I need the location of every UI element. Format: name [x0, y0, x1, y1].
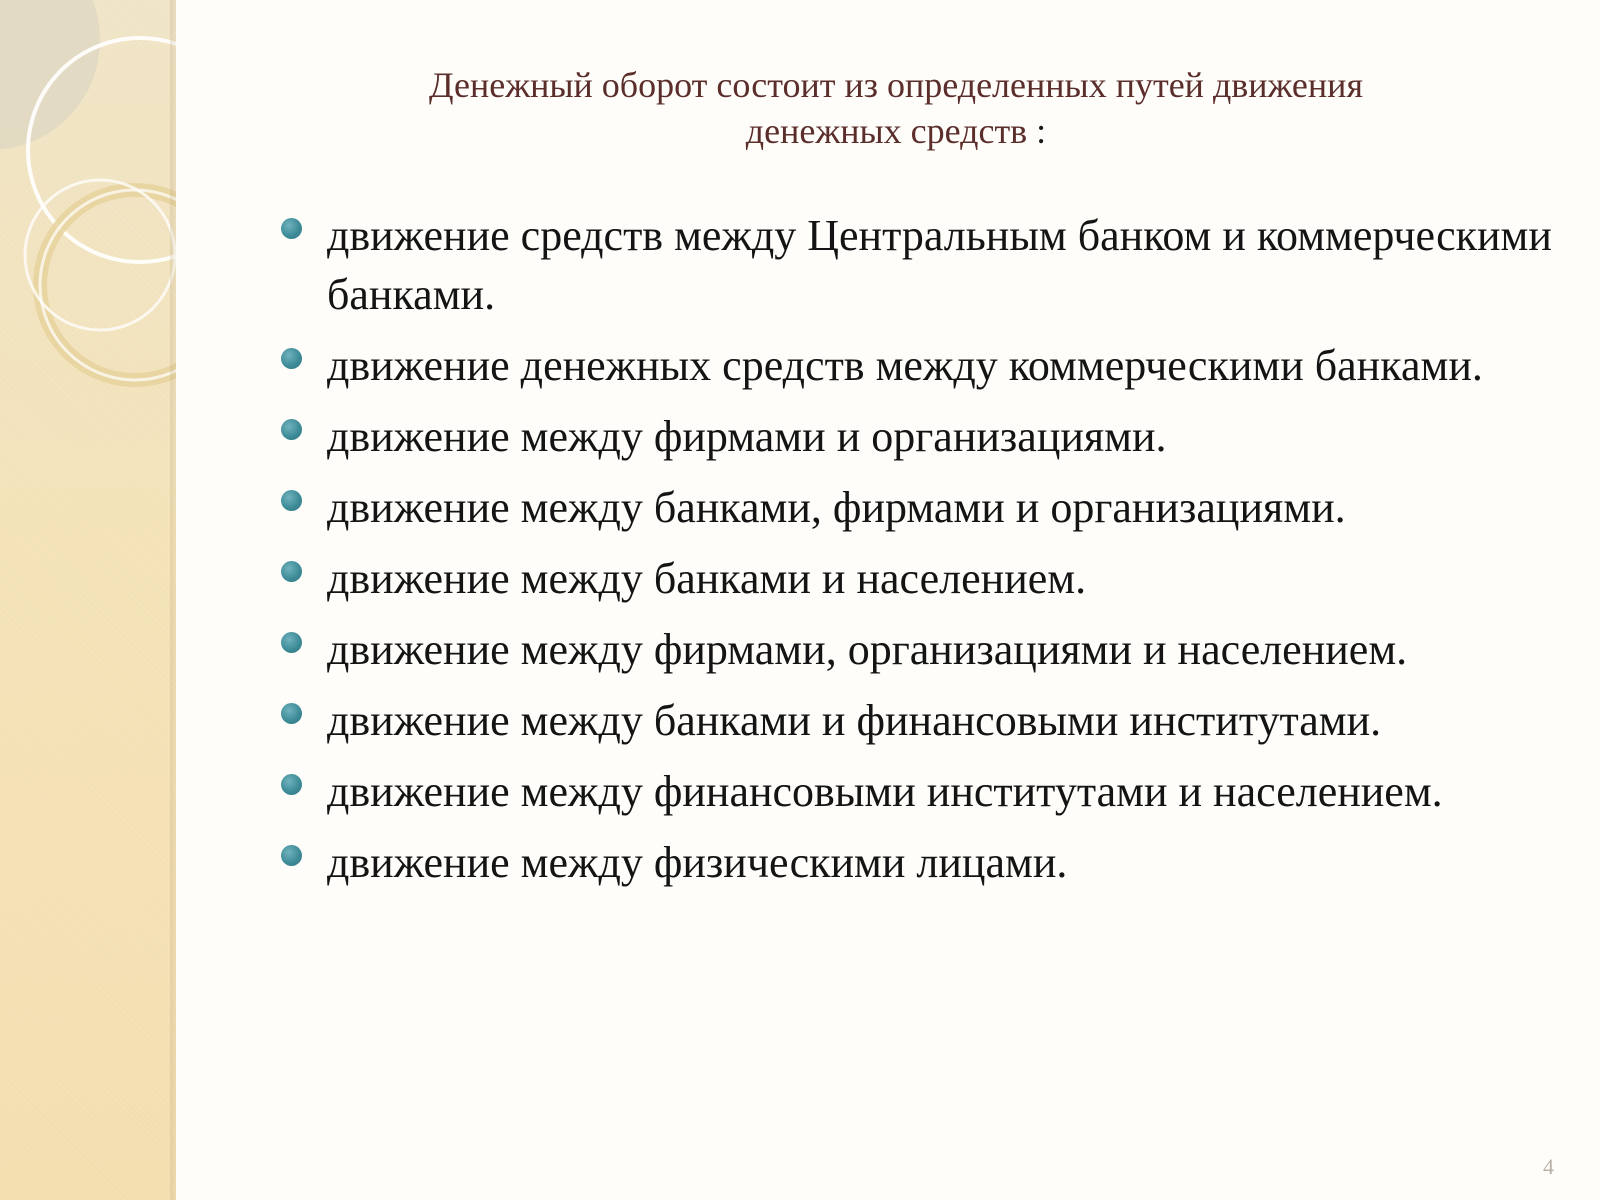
bullet-text: движение между фирмами и организациями. [327, 412, 1167, 461]
bullet-text: движение средств между Центральным банком и коммерческими банками. [327, 211, 1552, 319]
bullet-dot-icon [281, 490, 302, 511]
bullet-item [281, 336, 1591, 395]
decorative-side-panel [0, 0, 176, 1200]
bullet-dot-icon [281, 218, 302, 239]
slide-title-colon: : [1027, 111, 1047, 151]
page-number: 4 [1543, 1154, 1554, 1179]
bullet-dot-icon [281, 561, 302, 582]
bullet-item [281, 549, 1591, 608]
bullet-text: движение между банками и финансовыми институтами. [327, 696, 1382, 745]
slide-title [356, 62, 1436, 154]
bullet-item [281, 691, 1591, 750]
bullet-item [281, 478, 1591, 537]
slide-content [176, 0, 1600, 1200]
bullet-dot-icon [281, 632, 302, 653]
bullet-dot-icon [281, 703, 302, 724]
bullet-list [281, 206, 1591, 904]
bullet-dot-icon [281, 419, 302, 440]
bullet-text: движение денежных средств между коммерческими банками. [327, 341, 1483, 390]
bullet-text: движение между физическими лицами. [327, 838, 1068, 887]
bullet-item [281, 407, 1591, 466]
bullet-item [281, 762, 1591, 821]
slide-title-text: Денежный оборот состоит из определенных путей движения денежных средств [429, 65, 1363, 151]
bullet-text: движение между фирмами, организациями и населением. [327, 625, 1408, 674]
bullet-item [281, 206, 1591, 324]
bullet-item [281, 833, 1591, 892]
bullet-item [281, 620, 1591, 679]
bullet-dot-icon [281, 348, 302, 369]
bullet-text: движение между финансовыми институтами и населением. [327, 767, 1443, 816]
bullet-text: движение между банками, фирмами и организациями. [327, 483, 1346, 532]
decorative-rings [0, 0, 176, 400]
bullet-dot-icon [281, 845, 302, 866]
bullet-text: движение между банками и населением. [327, 554, 1087, 603]
bullet-dot-icon [281, 774, 302, 795]
